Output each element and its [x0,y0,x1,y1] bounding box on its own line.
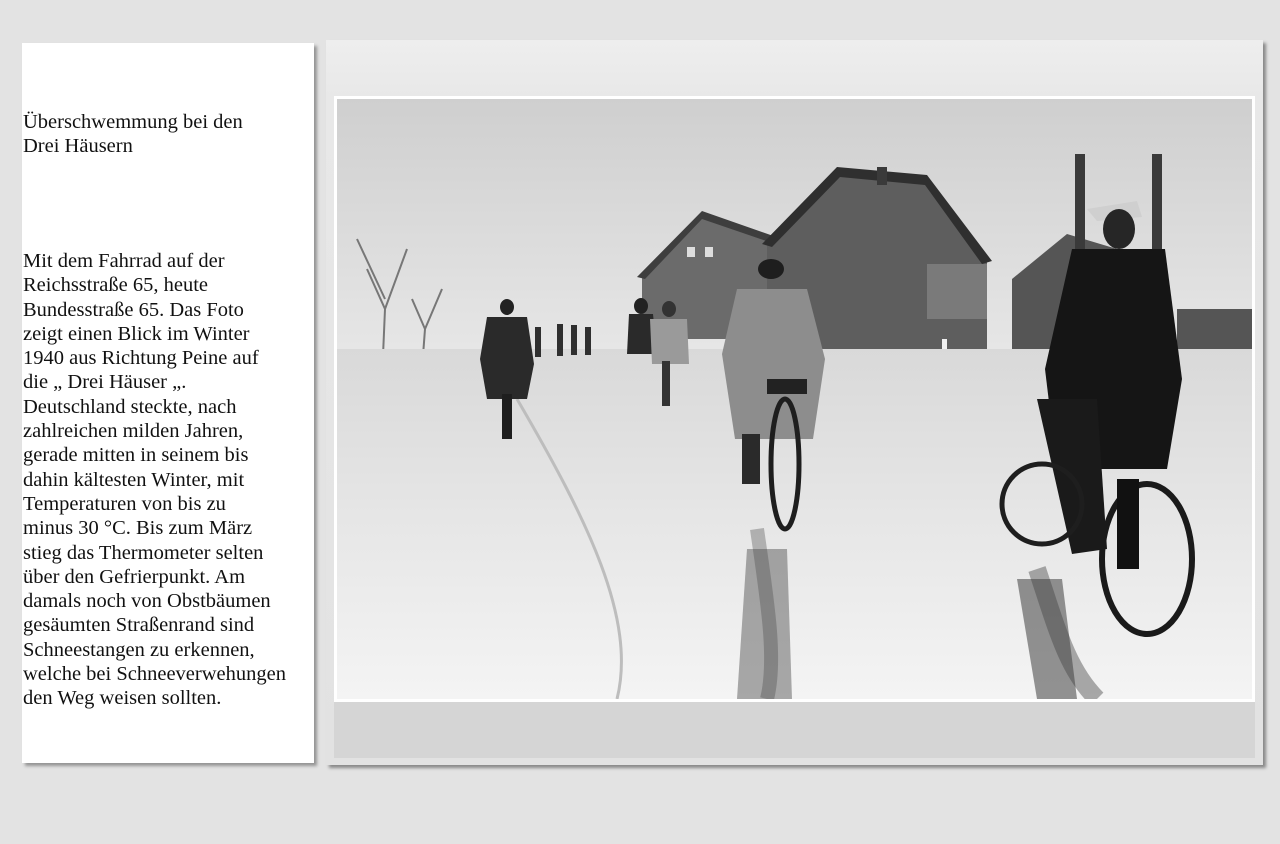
photo-image [337,99,1252,699]
caption-title: Überschwemmung bei den Drei Häusern [23,111,243,157]
photo-bottom-band [334,702,1255,758]
photo-frame [326,40,1263,765]
caption-panel [22,43,314,763]
caption-body: Mit dem Fahrrad auf der Reichsstraße 65, heute Bundesstraße 65. Das Foto zeigt einen Blick im Winter 1940 aus Richtung Peine auf die „ Drei Häuser „. Deutschland steckte, nach zahlreichen milden Jahren, gerade mitten in seinem bis dahin kältesten Winter, mit Temperaturen von bis zu minus 30 °C. Bis zum März stieg das Thermometer selten über den Gefrierpunkt. Am damals noch von Obstbäumen gesäumten Straßenrand sind Schneestangen zu erkennen, welche bei Schneeverwehungen den Weg weisen sollten. [23,250,286,710]
historic-photo[interactable] [334,96,1255,702]
